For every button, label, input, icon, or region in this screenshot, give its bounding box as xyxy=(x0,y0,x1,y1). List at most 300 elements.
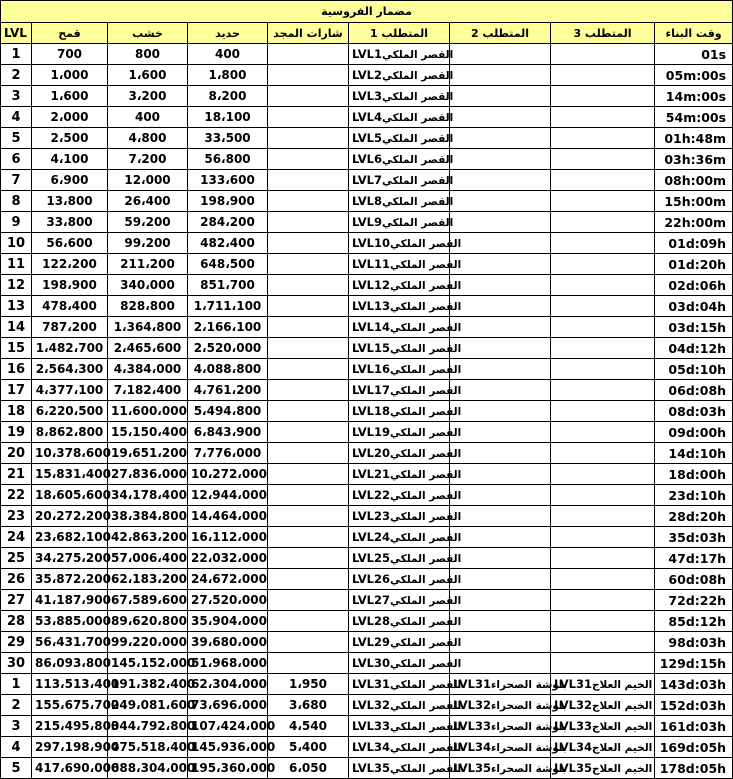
req3-cell xyxy=(551,527,655,548)
req2-cell-building: باوشة الصحراء xyxy=(490,679,567,691)
req2-cell xyxy=(450,485,551,506)
iron-cell: 195،360،000 xyxy=(188,758,268,779)
req1-cell-level: LVL3 xyxy=(352,89,382,103)
req1-cell-building: القصر الملكي xyxy=(389,658,462,670)
req2-cell xyxy=(450,44,551,65)
wood-cell: 62،183،200 xyxy=(108,569,188,590)
req1-cell-level: LVL2 xyxy=(352,68,382,82)
time-cell: 09d:00h xyxy=(655,422,733,443)
req1-cell-building: القصر الملكي xyxy=(389,280,462,292)
glory-cell xyxy=(268,107,349,128)
req1-cell-building: القصر الملكي xyxy=(389,532,462,544)
level-cell: 4 xyxy=(1,107,32,128)
wood-cell: 38،384،800 xyxy=(108,506,188,527)
wood-cell: 27،836،000 xyxy=(108,464,188,485)
table-row xyxy=(1,170,733,191)
req1-cell-level: LVL24 xyxy=(352,530,390,544)
wheat-cell: 23،682،100 xyxy=(32,527,108,548)
req3-cell xyxy=(551,86,655,107)
level-cell: 13 xyxy=(1,296,32,317)
req1-cell-level: LVL25 xyxy=(352,551,390,565)
table-row xyxy=(1,380,733,401)
req1-cell xyxy=(349,191,454,212)
table-row xyxy=(1,149,733,170)
wheat-cell: 215،495،800 xyxy=(32,716,108,737)
iron-cell: 482،400 xyxy=(188,233,268,254)
req3-cell xyxy=(551,44,655,65)
iron-cell: 35،904،000 xyxy=(188,611,268,632)
iron-cell: 14،464،000 xyxy=(188,506,268,527)
level-cell: 30 xyxy=(1,653,32,674)
time-cell: 54m:00s xyxy=(655,107,733,128)
table-row xyxy=(1,611,733,632)
wheat-cell: 4،100 xyxy=(32,149,108,170)
req1-cell xyxy=(349,233,462,254)
req1-cell-level: LVL23 xyxy=(352,509,390,523)
wood-cell: 7،182،400 xyxy=(108,380,188,401)
req2-cell xyxy=(450,737,567,758)
wheat-cell: 1،600 xyxy=(32,86,108,107)
iron-cell: 62،304،000 xyxy=(188,674,268,695)
req2-cell xyxy=(450,128,551,149)
req1-cell-building: القصر الملكي xyxy=(381,196,454,208)
req1-cell-building: القصر الملكي xyxy=(389,427,462,439)
req1-cell xyxy=(349,86,454,107)
table-row xyxy=(1,86,733,107)
iron-cell: 5،494،800 xyxy=(188,401,268,422)
req1-cell-building: القصر الملكي xyxy=(389,364,462,376)
req1-cell-level: LVL16 xyxy=(352,362,390,376)
header-time: وقت البناء xyxy=(655,23,733,44)
wood-cell: 828،800 xyxy=(108,296,188,317)
req3-cell xyxy=(551,380,655,401)
time-cell: 152d:03h xyxy=(655,695,733,716)
glory-cell xyxy=(268,611,349,632)
req3-cell-building: الخيم العلاج xyxy=(591,721,653,733)
time-cell: 01d:09h xyxy=(655,233,733,254)
glory-cell xyxy=(268,275,349,296)
req1-cell-building: القصر الملكي xyxy=(389,238,462,250)
iron-cell: 198،900 xyxy=(188,191,268,212)
iron-cell: 284،200 xyxy=(188,212,268,233)
iron-cell: 1،800 xyxy=(188,65,268,86)
req2-cell xyxy=(450,338,551,359)
req1-cell xyxy=(349,338,462,359)
req3-cell-level: LVL35 xyxy=(554,761,592,775)
iron-cell: 51،968،000 xyxy=(188,653,268,674)
glory-cell xyxy=(268,170,349,191)
req1-cell-building: القصر الملكي xyxy=(389,574,462,586)
level-cell: 24 xyxy=(1,527,32,548)
level-cell: 9 xyxy=(1,212,32,233)
time-cell: 08d:03h xyxy=(655,401,733,422)
req1-cell-building: القصر الملكي xyxy=(389,385,462,397)
req2-cell-level: LVL32 xyxy=(453,698,491,712)
iron-cell: 56،800 xyxy=(188,149,268,170)
wheat-cell: 33،800 xyxy=(32,212,108,233)
time-cell: 14d:10h xyxy=(655,443,733,464)
glory-cell xyxy=(268,401,349,422)
req1-cell xyxy=(349,296,462,317)
iron-cell: 1،711،100 xyxy=(188,296,268,317)
level-cell: 18 xyxy=(1,401,32,422)
wood-cell: 688،304،000 xyxy=(108,758,188,779)
req2-cell xyxy=(450,86,551,107)
wheat-cell: 787،200 xyxy=(32,317,108,338)
glory-cell xyxy=(268,44,349,65)
time-cell: 03d:04h xyxy=(655,296,733,317)
iron-cell: 107،424،000 xyxy=(188,716,268,737)
req3-cell-level: LVL31 xyxy=(554,677,592,691)
level-cell: 12 xyxy=(1,275,32,296)
req2-cell xyxy=(450,401,551,422)
table-row xyxy=(1,506,733,527)
glory-cell xyxy=(268,254,349,275)
req3-cell xyxy=(551,212,655,233)
req3-cell xyxy=(551,233,655,254)
header-req2: المتطلب 2 xyxy=(450,23,551,44)
level-cell: 1 xyxy=(1,674,32,695)
wheat-cell: 34،275،200 xyxy=(32,548,108,569)
glory-cell xyxy=(268,653,349,674)
wood-cell: 2،465،600 xyxy=(108,338,188,359)
wheat-cell: 2،500 xyxy=(32,128,108,149)
req1-cell-building: القصر الملكي xyxy=(389,511,462,523)
time-cell: 06d:08h xyxy=(655,380,733,401)
req2-cell xyxy=(450,611,551,632)
req1-cell xyxy=(349,485,462,506)
wood-cell: 475،518،400 xyxy=(108,737,188,758)
wood-cell: 34،178،400 xyxy=(108,485,188,506)
table-row xyxy=(1,191,733,212)
req2-cell xyxy=(450,674,567,695)
wheat-cell: 1،482،700 xyxy=(32,338,108,359)
title-row xyxy=(1,1,733,23)
req1-cell-level: LVL12 xyxy=(352,278,390,292)
wheat-cell: 10،378،600 xyxy=(32,443,108,464)
glory-cell xyxy=(268,317,349,338)
wood-cell: 249،081،600 xyxy=(108,695,188,716)
req1-cell-building: القصر الملكي xyxy=(389,700,462,712)
wheat-cell: 1،000 xyxy=(32,65,108,86)
req3-cell xyxy=(551,401,655,422)
time-cell: 18d:00h xyxy=(655,464,733,485)
req1-cell-level: LVL13 xyxy=(352,299,390,313)
level-cell: 14 xyxy=(1,317,32,338)
level-cell: 15 xyxy=(1,338,32,359)
level-cell: 22 xyxy=(1,485,32,506)
req1-cell-building: القصر الملكي xyxy=(381,91,454,103)
wood-cell: 1،364،800 xyxy=(108,317,188,338)
req1-cell-building: القصر الملكي xyxy=(389,595,462,607)
time-cell: 01h:48m xyxy=(655,128,733,149)
req3-cell xyxy=(551,464,655,485)
req1-cell-building: القصر الملكي xyxy=(381,49,454,61)
req2-cell xyxy=(450,716,567,737)
req3-cell xyxy=(551,695,655,716)
glory-cell xyxy=(268,86,349,107)
req3-cell xyxy=(551,485,655,506)
req2-cell xyxy=(450,233,551,254)
table-row xyxy=(1,632,733,653)
glory-cell xyxy=(268,590,349,611)
wood-cell: 191،382،400 xyxy=(108,674,188,695)
glory-cell xyxy=(268,380,349,401)
req3-cell-level: LVL32 xyxy=(554,698,592,712)
req2-cell-level: LVL34 xyxy=(453,740,491,754)
req2-cell xyxy=(450,443,551,464)
header-req3: المتطلب 3 xyxy=(551,23,655,44)
req1-cell-building: القصر الملكي xyxy=(381,112,454,124)
level-cell: 20 xyxy=(1,443,32,464)
req1-cell-level: LVL26 xyxy=(352,572,390,586)
wood-cell: 59،200 xyxy=(108,212,188,233)
glory-cell xyxy=(268,65,349,86)
level-cell: 2 xyxy=(1,65,32,86)
req1-cell-building: القصر الملكي xyxy=(381,175,454,187)
header-wood: خشب xyxy=(108,23,188,44)
level-cell: 5 xyxy=(1,758,32,779)
wheat-cell: 2،564،300 xyxy=(32,359,108,380)
table-row xyxy=(1,674,733,695)
req2-cell xyxy=(450,296,551,317)
req1-cell-level: LVL1 xyxy=(352,47,382,61)
req3-cell-building: الخيم العلاج xyxy=(591,742,653,754)
req1-cell-building: القصر الملكي xyxy=(389,322,462,334)
table-row xyxy=(1,338,733,359)
req3-cell xyxy=(551,716,655,737)
req1-cell xyxy=(349,737,462,758)
req3-cell xyxy=(551,275,655,296)
header-lvl: LVL xyxy=(1,23,32,44)
req1-cell xyxy=(349,464,462,485)
req1-cell xyxy=(349,506,462,527)
level-cell: 1 xyxy=(1,44,32,65)
req1-cell xyxy=(349,275,462,296)
req1-cell-level: LVL9 xyxy=(352,215,382,229)
req3-cell xyxy=(551,149,655,170)
wood-cell: 4،800 xyxy=(108,128,188,149)
req2-cell-building: باوشة الصحراء xyxy=(490,700,567,712)
iron-cell: 24،672،000 xyxy=(188,569,268,590)
level-cell: 23 xyxy=(1,506,32,527)
iron-cell: 133،600 xyxy=(188,170,268,191)
req2-cell xyxy=(450,695,567,716)
time-cell: 60d:08h xyxy=(655,569,733,590)
glory-cell xyxy=(268,548,349,569)
req2-cell xyxy=(450,380,551,401)
level-cell: 25 xyxy=(1,548,32,569)
level-cell: 26 xyxy=(1,569,32,590)
req3-cell-level: LVL34 xyxy=(554,740,592,754)
req2-cell xyxy=(450,170,551,191)
iron-cell: 22،032،000 xyxy=(188,548,268,569)
req1-cell xyxy=(349,212,454,233)
glory-cell: 1،950 xyxy=(268,674,349,695)
req2-cell xyxy=(450,590,551,611)
req2-cell xyxy=(450,548,551,569)
level-cell: 16 xyxy=(1,359,32,380)
req1-cell-building: القصر الملكي xyxy=(389,301,462,313)
req2-cell xyxy=(450,632,551,653)
req2-cell xyxy=(450,212,551,233)
req1-cell xyxy=(349,359,462,380)
req3-cell xyxy=(551,674,655,695)
wood-cell: 26،400 xyxy=(108,191,188,212)
req1-cell xyxy=(349,149,454,170)
req1-cell-level: LVL11 xyxy=(352,257,390,271)
glory-cell xyxy=(268,632,349,653)
wood-cell: 99،200 xyxy=(108,233,188,254)
iron-cell: 39،680،000 xyxy=(188,632,268,653)
wood-cell: 800 xyxy=(108,44,188,65)
req1-cell xyxy=(349,758,462,779)
req3-cell xyxy=(551,653,655,674)
table-row xyxy=(1,296,733,317)
req2-cell xyxy=(450,653,551,674)
time-cell: 22h:00m xyxy=(655,212,733,233)
iron-cell: 73،696،000 xyxy=(188,695,268,716)
time-cell: 03h:36m xyxy=(655,149,733,170)
req1-cell xyxy=(349,653,462,674)
level-cell: 2 xyxy=(1,695,32,716)
req3-cell-building: الخيم العلاج xyxy=(591,700,653,712)
req3-cell xyxy=(551,611,655,632)
req1-cell-building: القصر الملكي xyxy=(389,763,462,775)
req3-cell xyxy=(551,254,655,275)
iron-cell: 4،761،200 xyxy=(188,380,268,401)
req1-cell-level: LVL8 xyxy=(352,194,382,208)
req1-cell-building: القصر الملكي xyxy=(381,217,454,229)
wheat-cell: 2،000 xyxy=(32,107,108,128)
req3-cell xyxy=(551,107,655,128)
req3-cell xyxy=(551,443,655,464)
req1-cell-building: القصر الملكي xyxy=(389,721,462,733)
req3-cell-building: الخيم العلاج xyxy=(591,763,653,775)
level-cell: 6 xyxy=(1,149,32,170)
req1-cell-building: القصر الملكي xyxy=(381,70,454,82)
req3-cell xyxy=(551,191,655,212)
wheat-cell: 4،377،100 xyxy=(32,380,108,401)
glory-cell: 4،540 xyxy=(268,716,349,737)
time-cell: 14m:00s xyxy=(655,86,733,107)
table-row xyxy=(1,527,733,548)
wood-cell: 57،006،400 xyxy=(108,548,188,569)
req1-cell-building: القصر الملكي xyxy=(389,259,462,271)
req3-cell xyxy=(551,170,655,191)
req1-cell xyxy=(349,548,462,569)
req1-cell xyxy=(349,674,462,695)
req1-cell-building: القصر الملكي xyxy=(381,133,454,145)
req2-cell xyxy=(450,506,551,527)
table-row xyxy=(1,65,733,86)
req3-cell xyxy=(551,338,655,359)
glory-cell xyxy=(268,191,349,212)
wheat-cell: 13،800 xyxy=(32,191,108,212)
req1-cell-level: LVL27 xyxy=(352,593,390,607)
wood-cell: 15،150،400 xyxy=(108,422,188,443)
wheat-cell: 297،198،900 xyxy=(32,737,108,758)
iron-cell: 27،520،000 xyxy=(188,590,268,611)
time-cell: 05m:00s xyxy=(655,65,733,86)
req3-cell xyxy=(551,296,655,317)
time-cell: 01d:20h xyxy=(655,254,733,275)
table-row xyxy=(1,275,733,296)
time-cell: 72d:22h xyxy=(655,590,733,611)
wheat-cell: 478،400 xyxy=(32,296,108,317)
header-req1: المتطلب 1 xyxy=(349,23,450,44)
glory-cell xyxy=(268,569,349,590)
req1-cell xyxy=(349,254,462,275)
req2-cell xyxy=(450,359,551,380)
req2-cell xyxy=(450,254,551,275)
req3-cell xyxy=(551,128,655,149)
wheat-cell: 20،272،200 xyxy=(32,506,108,527)
level-cell: 4 xyxy=(1,737,32,758)
req3-cell-building: الخيم العلاج xyxy=(591,679,653,691)
level-cell: 8 xyxy=(1,191,32,212)
req2-cell xyxy=(450,422,551,443)
table-row xyxy=(1,716,733,737)
header-glory: شارات المجد xyxy=(268,23,349,44)
req2-cell-building: باوشة الصحراء xyxy=(490,763,567,775)
time-cell: 15h:00m xyxy=(655,191,733,212)
req3-cell xyxy=(551,758,655,779)
time-cell: 35d:03h xyxy=(655,527,733,548)
level-cell: 27 xyxy=(1,590,32,611)
req1-cell xyxy=(349,65,454,86)
wood-cell: 211،200 xyxy=(108,254,188,275)
table-row xyxy=(1,758,733,779)
req3-cell xyxy=(551,422,655,443)
req1-cell-building: القصر الملكي xyxy=(381,154,454,166)
req1-cell xyxy=(349,590,462,611)
req1-cell-building: القصر الملكي xyxy=(389,343,462,355)
req1-cell xyxy=(349,44,454,65)
req2-cell-level: LVL35 xyxy=(453,761,491,775)
req2-cell xyxy=(450,569,551,590)
glory-cell xyxy=(268,296,349,317)
wood-cell: 89،620،800 xyxy=(108,611,188,632)
level-cell: 11 xyxy=(1,254,32,275)
req1-cell-building: القصر الملكي xyxy=(389,637,462,649)
req1-cell-building: القصر الملكي xyxy=(389,448,462,460)
iron-cell: 2،520،000 xyxy=(188,338,268,359)
iron-cell: 400 xyxy=(188,44,268,65)
table-row xyxy=(1,548,733,569)
req1-cell xyxy=(349,632,462,653)
time-cell: 04d:12h xyxy=(655,338,733,359)
wood-cell: 19،651،200 xyxy=(108,443,188,464)
table-row xyxy=(1,590,733,611)
req1-cell xyxy=(349,317,462,338)
req1-cell-level: LVL32 xyxy=(352,698,390,712)
wood-cell: 4،384،000 xyxy=(108,359,188,380)
wheat-cell: 8،862،800 xyxy=(32,422,108,443)
glory-cell: 5،400 xyxy=(268,737,349,758)
header-row xyxy=(1,23,733,44)
req1-cell xyxy=(349,527,462,548)
req1-cell-level: LVL4 xyxy=(352,110,382,124)
wheat-cell: 15،831،400 xyxy=(32,464,108,485)
level-cell: 3 xyxy=(1,86,32,107)
table-row xyxy=(1,128,733,149)
table-row xyxy=(1,422,733,443)
table-row xyxy=(1,233,733,254)
level-cell: 21 xyxy=(1,464,32,485)
req1-cell-level: LVL21 xyxy=(352,467,390,481)
wheat-cell: 700 xyxy=(32,44,108,65)
